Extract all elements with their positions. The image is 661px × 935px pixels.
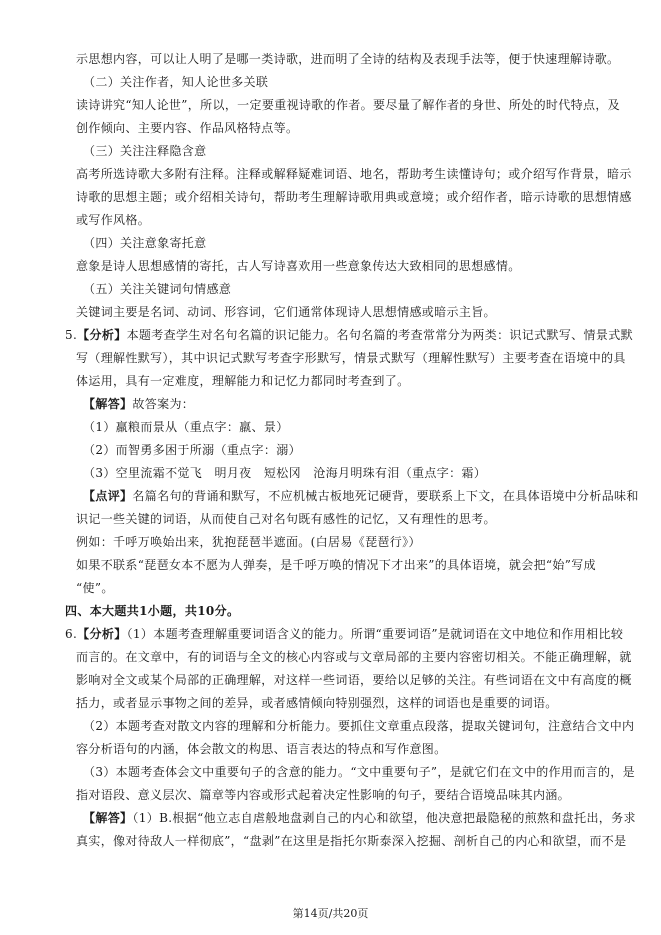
text-line: 诗歌的思想主题；或介绍相关诗句，帮助考生理解诗歌用典或意境；或介绍作者，暗示诗歌的思想情感 [76, 190, 632, 204]
text-line: 创作倾向、主要内容、作品风格特点等。 [76, 121, 299, 135]
text-line: 意象是诗人思想感情的寄托，古人写诗喜欢用一些意象传达大致相同的思想感情。 [76, 259, 521, 273]
text-line: （2）本题考查对散文内容的理解和分析能力。要抓住文章重点段落，提取关键词句，注意结合文中内 [83, 719, 635, 733]
text-line: 指对语段、意义层次、篇章等内容或形式起着决定性影响的句子，要结合语境品味其内涵。 [76, 788, 571, 802]
text-line: 影响对全文或某个局部的正确理解，对这样一些词语，要给以足够的关注。有些词语在文中有高度的概 [76, 673, 632, 687]
text-line: 写（理解性默写），其中识记式默写考查字形默写，情景式默写（理解性默写）主要考查在语境中的具 [76, 351, 626, 365]
text-line: （1）B.根据“他立志自虐般地盘剥自己的内心和欲望，他决意把最隐秘的煎熬和盘托出，务求 [132, 811, 636, 825]
text-line: 体运用，具有一定难度，理解能力和记忆力都同时考查到了。 [76, 374, 410, 388]
section-heading: 四、本大题共1小题，共10分。 [65, 604, 240, 618]
text-line: “使”。 [76, 581, 114, 595]
question-5-analysis [65, 327, 633, 343]
text-line: 本题考查学生对名句名篇的识记能力。名句名篇的考查常常分为两类：识记式默写、情景式默 [126, 328, 633, 342]
text-line: 如果不联系“琵琶女本不愿为人弹奏，是千呼万唤的情况下才出来”的具体语境，就会把“始”写成 [76, 558, 596, 572]
subheading-author: （二）关注作者，知人论世多关联 [83, 75, 269, 89]
text-line: 真实，像对待敌人一样彻底”，“盘剥”在这里是指托尔斯泰深入挖掘、剖析自己的内心和欲望，而不是 [76, 834, 627, 848]
question-number: 6. [65, 627, 78, 641]
subheading-annotation: （三）关注注释隐含意 [83, 144, 207, 158]
question-6-analysis [65, 626, 623, 642]
text-line: 关键词主要是名词、动词、形容词，它们通常体现诗人思想情感或暗示主旨。 [76, 305, 496, 319]
text-line: 容分析语句的内涵，体会散文的构思、语言表达的特点和写作意图。 [76, 742, 447, 756]
subheading-imagery: （四）关注意象寄托意 [83, 236, 207, 250]
question-6-answer [83, 810, 636, 826]
answer-item-3: （3）空里流霜不觉飞 明月夜 短松冈 沧海月明珠有泪（重点字：霜） [83, 466, 487, 480]
analysis-tag: 【分析】 [77, 328, 127, 342]
text-line: 而言的。在文章中，有的词语与全文的核心内容或与文章局部的主要内容密切相关。不能正确理解，就 [76, 650, 632, 664]
text-line: 示思想内容，可以让人明了是哪一类诗歌，进而明了全诗的结构及表现手法等，便于快速理解诗歌。 [76, 52, 620, 66]
example-line: 例如：千呼万唤始出来，犹抱琵琶半遮面。(白居易《琵琶行》） [76, 535, 421, 549]
text-line: 识记一些关键的词语，从而使自己对名句既有感性的记忆，又有理性的思考。 [76, 512, 496, 526]
answer-tag: 【解答】 [83, 811, 133, 825]
answer-item-2: （2）而智勇多困于所溺（重点字：溺） [83, 443, 301, 457]
text-line: 高考所选诗歌大多附有注释。注释或解释疑难词语、地名，帮助考生读懂诗句；或介绍写作背景，暗示 [76, 167, 632, 181]
page-number-footer: 第14页/共20页 [292, 907, 369, 920]
text-line: 或写作风格。 [76, 213, 151, 227]
answer-item-1: （1）羸粮而景从（重点字：羸、景） [83, 420, 289, 434]
text-line: 括力，或者显示事物之间的差异，或者感情倾向特别强烈，这样的词语也是重要的词语。 [76, 696, 558, 710]
subheading-keywords: （五）关注关键词句情感意 [83, 282, 232, 296]
analysis-tag: 【分析】 [77, 627, 127, 641]
comment-tag: 【点评】 [83, 489, 133, 503]
text-line: 名篇名句的背诵和默写，不应机械古板地死记硬背，要联系上下文，在具体语境中分析品味和 [132, 489, 639, 503]
text-line: （1）本题考查理解重要词语含义的能力。所谓“重要词语”是就词语在文中地位和作用相比较 [126, 627, 624, 641]
question-number: 5. [65, 328, 78, 342]
text-line: （3）本题考查体会文中重要句子的含意的能力。“文中重要句子”，是就它们在文中的作用而言的，是 [83, 765, 636, 779]
question-5-answer [83, 396, 194, 412]
answer-tag: 【解答】 [83, 397, 133, 411]
text-line: 读诗讲究“知人论世”，所以，一定要重视诗歌的作者。要尽量了解作者的身世、所处的时代特点，及 [76, 98, 621, 112]
text-line: 故答案为： [132, 397, 195, 411]
question-5-comment [83, 488, 639, 504]
